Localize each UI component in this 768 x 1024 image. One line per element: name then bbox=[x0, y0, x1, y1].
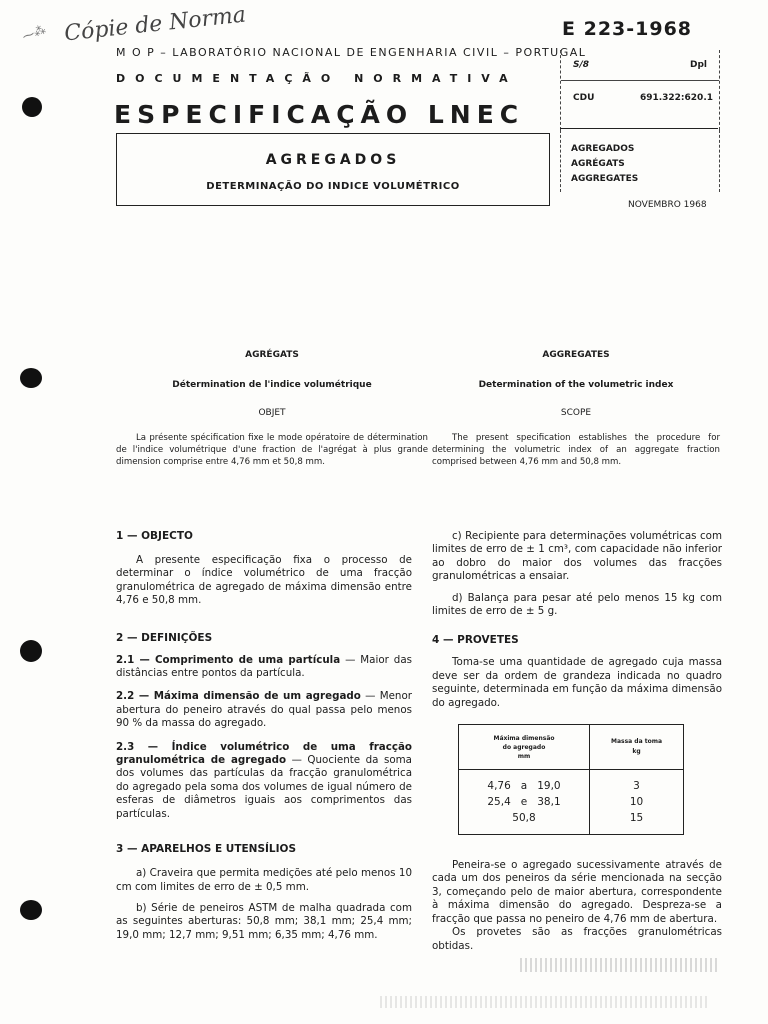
french-text: La présente spécification fixe le mode opératoire de détermination de l'indice volumétrique d'une fraction de l'agrégat à plus grande dimension comprise entre 4,76 mm et 50,8 mm. bbox=[116, 433, 428, 467]
header-dim-line-2: do agregado bbox=[502, 743, 546, 751]
sib-label: S/8 bbox=[573, 60, 590, 70]
handwritten-note: Cópie de Norma bbox=[63, 2, 248, 47]
table-header-mass bbox=[590, 725, 684, 770]
section-4-heading: 4 — PROVETES bbox=[432, 634, 519, 647]
equipment-c: c) Recipiente para determinações volumétricas com limites de erro de ± 1 cm³, com capacidade não inferior ao dobro do maior dos volumes das fracções granulométricas a ensaiar. bbox=[432, 530, 722, 583]
table-header-dimension bbox=[459, 725, 590, 770]
equipment-d: d) Balança para pesar até pelo menos 15 kg com limites de erro de ± 5 g. bbox=[432, 591, 722, 618]
table-cell-mass: 3 bbox=[633, 780, 640, 793]
header-dim-line-3: mm bbox=[517, 752, 531, 760]
binder-hole bbox=[20, 640, 42, 662]
scan-noise bbox=[520, 958, 720, 972]
spec-code: E 223-1968 bbox=[562, 18, 693, 40]
english-scope-label: SCOPE bbox=[560, 408, 592, 418]
section-4-text: Toma-se uma quantidade de agregado cuja massa deve ser da ordem de grandeza indicada no quadro seguinte, determinada em função da máxima dimensão do agregado. bbox=[432, 656, 722, 709]
definition-2-1-text: — Maior das distâncias entre pontos da partícula. bbox=[116, 653, 413, 680]
pen-scribble: ⁓⁂ bbox=[20, 22, 48, 44]
table-cell-mass: 10 bbox=[629, 796, 644, 809]
right-column bbox=[432, 530, 722, 953]
keyword-fr: AGRÉGATS bbox=[571, 159, 625, 169]
left-column bbox=[116, 530, 412, 942]
french-summary bbox=[116, 350, 428, 468]
french-subtitle: Détermination de l'indice volumétrique bbox=[172, 380, 372, 390]
table-cell-dimension: 4,76 a 19,0 bbox=[459, 770, 590, 793]
definition-2-2-text: — Menor abertura do peneiro através do qual passa pelo menos 90 % da massa do agregado. bbox=[116, 690, 412, 730]
institution-line: M O P – LABORATÓRIO NACIONAL DE ENGENHARIA CIVIL – PORTUGAL bbox=[116, 46, 587, 59]
scan-noise bbox=[380, 996, 710, 1008]
table-row bbox=[459, 808, 684, 835]
header-mass-line-1: Massa da toma bbox=[610, 738, 663, 746]
definition-2-2 bbox=[116, 690, 412, 730]
section-4-procedure: Peneira-se o agregado sucessivamente através de cada um dos peneiros da série mencionada na secção 3, começando pelo de maior abertura, correspondente à máxima dimensão do agregado. Despreza-se a fracção que passa no peneiro de 4,76 mm de abertura. bbox=[432, 859, 722, 925]
definition-2-2-term: 2.2 — Máxima dimensão de um agregado bbox=[116, 690, 361, 703]
definition-2-3 bbox=[116, 741, 412, 821]
english-text: The present specification establishes the procedure for determining the volumetric index of an aggregate fraction comprised between 4,76 mm and 50,8 mm. bbox=[432, 433, 720, 467]
definition-2-3-term: 2.3 — Índice volumétrico de uma fracção granulométrica de agregado bbox=[116, 740, 412, 767]
keyword-pt: AGREGADOS bbox=[571, 144, 635, 154]
english-summary bbox=[432, 350, 720, 468]
section-2-heading: 2 — DEFINIÇÕES bbox=[116, 631, 213, 644]
classification-box bbox=[560, 50, 720, 130]
spec-type-title: ESPECIFICAÇÃO LNEC bbox=[114, 100, 525, 129]
binder-hole bbox=[20, 900, 42, 920]
cdu-label: CDU bbox=[573, 93, 595, 103]
table-cell-mass: 15 bbox=[629, 812, 644, 825]
doc-type-line: DOCUMENTAÇÃO NORMATIVA bbox=[116, 72, 518, 85]
document-title: AGREGADOS bbox=[265, 152, 401, 168]
keywords-box bbox=[560, 130, 720, 192]
sample-mass-table bbox=[458, 724, 684, 835]
table-row bbox=[459, 770, 684, 793]
equipment-b: b) Série de peneiros ASTM de malha quadrada com as seguintes aberturas: 50,8 mm; 38,1 mm; 25,4 mm; 19,0 mm; 12,7 mm; 9,51 mm; 6,35 mm; 4,76 mm. bbox=[116, 901, 412, 941]
english-subtitle: Determination of the volumetric index bbox=[478, 380, 674, 390]
title-box bbox=[116, 133, 550, 206]
section-1-heading: 1 — OBJECTO bbox=[116, 530, 193, 542]
header-dim-line-1: Máxima dimensão bbox=[493, 734, 555, 742]
definition-2-1-term: 2.1 — Comprimento de uma partícula bbox=[116, 653, 341, 666]
definition-2-3-text: — Quociente da soma dos volumes das partículas da fracção granulométrica do agregado pela soma dos volumes de igual número de esferas de diâmetros iguais aos comprimentos das partículas. bbox=[116, 754, 412, 820]
document-subtitle: DETERMINAÇÃO DO INDICE VOLUMÉTRICO bbox=[206, 181, 460, 192]
cdu-value: 691.322:620.1 bbox=[639, 93, 713, 103]
table-cell-dimension: 25,4 e 38,1 bbox=[459, 792, 590, 808]
english-title: AGGREGATES bbox=[542, 350, 610, 360]
section-3-heading: 3 — APARELHOS E UTENSÍLIOS bbox=[116, 843, 297, 856]
section-1-text: A presente especificação fixa o processo de determinar o índice volumétrico de uma fracção granulométrica de agregado de máxima dimensão entre 4,76 e 50,8 mm. bbox=[116, 554, 412, 607]
equipment-a: a) Craveira que permita medições até pelo menos 10 cm com limites de erro de ± 0,5 mm. bbox=[116, 867, 412, 893]
binder-hole bbox=[22, 97, 42, 117]
table-cell-dimension: 50,8 bbox=[459, 808, 590, 835]
keyword-en: AGGREGATES bbox=[571, 174, 639, 184]
binder-hole bbox=[20, 368, 42, 388]
french-title: AGRÉGATS bbox=[245, 350, 299, 360]
header-mass-line-2: kg bbox=[632, 748, 641, 756]
publication-date: NOVEMBRO 1968 bbox=[628, 200, 707, 210]
french-objet-label: OBJET bbox=[258, 408, 286, 418]
sib-value: Dpl bbox=[690, 60, 707, 70]
table-row bbox=[459, 792, 684, 808]
table-header-row bbox=[459, 725, 684, 770]
section-4-closing: Os provetes são as fracções granulométricas obtidas. bbox=[432, 926, 722, 952]
definition-2-1 bbox=[116, 654, 412, 681]
divider-line bbox=[560, 128, 718, 129]
